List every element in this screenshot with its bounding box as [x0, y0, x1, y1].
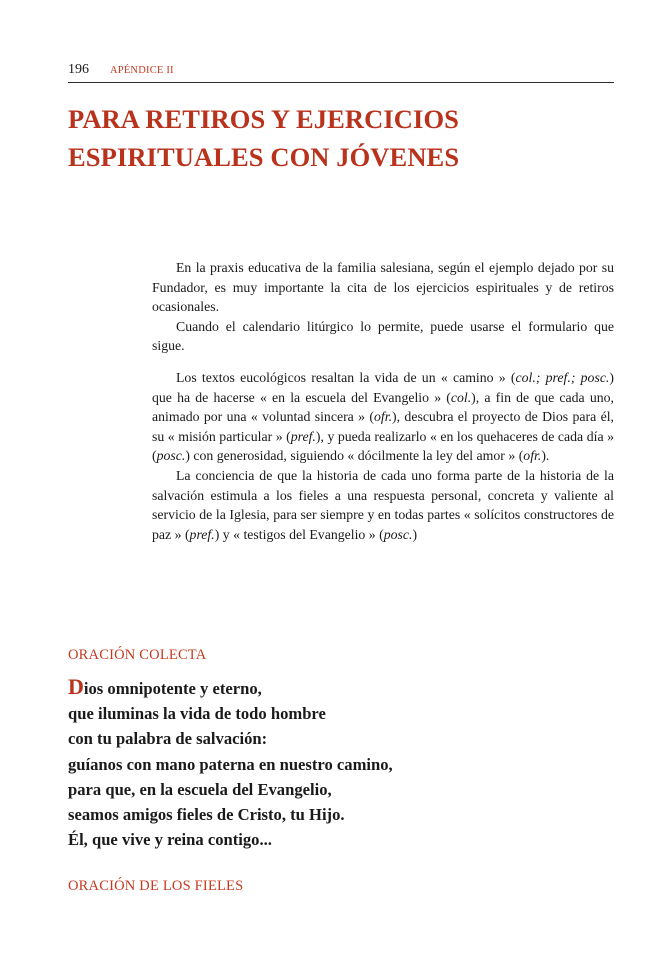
prayer-line-4: guíanos con mano paterna en nuestro camino, [68, 754, 393, 774]
intro-paragraph-4: La conciencia de que la historia de cada uno forma parte de la historia de la salvación estimula a los fieles a una respuesta personal, concreta y valiente al servicio de la Iglesia, para ser siempre y en todas partes « solícitos constructores de paz » (pref.) y « testigos del Evangelio » (posc.) [152, 467, 614, 542]
intro-paragraph-1: En la praxis educativa de la familia salesiana, según el ejemplo dejado por su Fundador, es muy importante la cita de los ejercicios espirituales y de retiros ocasionales. [152, 260, 614, 315]
chapter-title-line-1: PARA RETIROS Y EJERCICIOS [68, 104, 459, 134]
page-header [68, 60, 614, 83]
intro-text [152, 258, 614, 544]
intro-paragraph-3: Los textos eucológicos resaltan la vida de un « camino » (col.; pref.; posc.) que ha de hacerse « en la escuela del Evangelio » (col.), a fin de que cada uno, animado por una « voluntad sincera » (ofr.), descubra el proyecto de Dios para él, su « misión particular » (pref.), y pueda realizarlo « en los quehaceres de cada día » (posc.) con generosidad, siguiendo « dócilmente la ley del amor » (ofr.). [152, 369, 614, 464]
prayer-line-2: que iluminas la vida de todo hombre [68, 704, 326, 724]
prayer-line-1: Dios omnipotente y eterno, [68, 674, 262, 699]
intro-paragraph-2: Cuando el calendario litúrgico lo permite, puede usarse el formulario que sigue. [152, 318, 614, 354]
chapter-title [68, 100, 459, 176]
page-number: 196 [68, 62, 89, 77]
prayer-line-5: para que, en la escuela del Evangelio, [68, 779, 332, 799]
prayer-line-6: seamos amigos fieles de Cristo, tu Hijo. [68, 805, 345, 825]
faithful-heading: ORACIÓN DE LOS FIELES [68, 878, 244, 894]
collect-heading: ORACIÓN COLECTA [68, 647, 207, 663]
running-head: APÉNDICE II [110, 65, 174, 76]
chapter-title-line-2: ESPIRITUALES CON JÓVENES [68, 142, 460, 172]
prayer-line-7: Él, que vive y reina contigo... [68, 830, 272, 850]
collect-prayer [68, 676, 614, 852]
prayer-line-3: con tu palabra de salvación: [68, 729, 268, 749]
drop-cap: D [68, 674, 84, 699]
